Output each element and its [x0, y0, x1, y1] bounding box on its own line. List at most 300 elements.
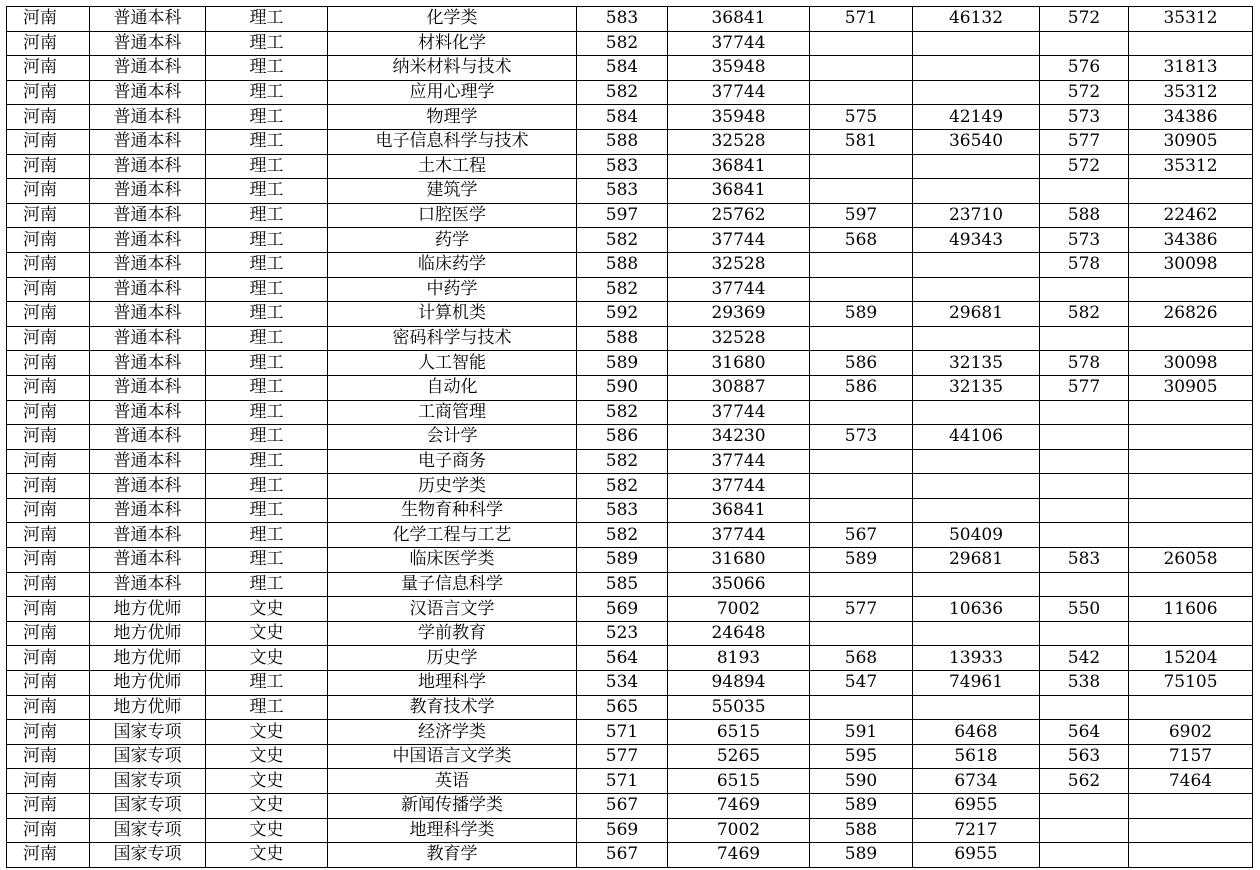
score-cell: 588 [577, 129, 668, 154]
table-row [7, 843, 1253, 868]
rank-cell: 36841 [668, 498, 810, 523]
rank-cell: 34386 [1129, 105, 1253, 130]
rank-cell [913, 449, 1040, 474]
batch-cell: 普通本科 [90, 351, 206, 376]
score-cell: 588 [577, 326, 668, 351]
table-row [7, 105, 1253, 130]
score-cell: 589 [810, 302, 913, 327]
major-cell: 人工智能 [328, 351, 577, 376]
batch-cell: 地方优师 [90, 695, 206, 720]
subject-category-cell: 理工 [206, 252, 328, 277]
score-cell: 585 [577, 572, 668, 597]
province-cell: 河南 [7, 56, 90, 81]
batch-cell: 普通本科 [90, 523, 206, 548]
rank-cell [913, 277, 1040, 302]
score-cell: 584 [577, 105, 668, 130]
major-cell: 电子商务 [328, 449, 577, 474]
score-cell [1040, 572, 1129, 597]
major-cell: 经济学类 [328, 720, 577, 745]
rank-cell [1129, 523, 1253, 548]
score-cell: 583 [577, 154, 668, 179]
rank-cell: 6955 [913, 794, 1040, 819]
subject-category-cell: 理工 [206, 375, 328, 400]
subject-category-cell: 理工 [206, 400, 328, 425]
rank-cell: 42149 [913, 105, 1040, 130]
rank-cell: 7157 [1129, 744, 1253, 769]
score-cell [1040, 523, 1129, 548]
major-cell: 自动化 [328, 375, 577, 400]
score-cell: 597 [577, 203, 668, 228]
score-cell: 538 [1040, 671, 1129, 696]
table-row [7, 818, 1253, 843]
rank-cell: 29681 [913, 302, 1040, 327]
table-row [7, 203, 1253, 228]
table-row [7, 351, 1253, 376]
score-cell [1040, 400, 1129, 425]
batch-cell: 普通本科 [90, 129, 206, 154]
score-cell: 590 [577, 375, 668, 400]
rank-cell: 32135 [913, 351, 1040, 376]
table-row [7, 474, 1253, 499]
score-cell: 568 [810, 228, 913, 253]
province-cell: 河南 [7, 720, 90, 745]
batch-cell: 地方优师 [90, 621, 206, 646]
table-row [7, 375, 1253, 400]
major-cell: 学前教育 [328, 621, 577, 646]
rank-cell: 36841 [668, 179, 810, 204]
batch-cell: 普通本科 [90, 228, 206, 253]
province-cell: 河南 [7, 252, 90, 277]
rank-cell [1129, 498, 1253, 523]
score-cell [810, 572, 913, 597]
score-cell [1040, 498, 1129, 523]
table-row [7, 80, 1253, 105]
table-row [7, 326, 1253, 351]
score-cell [1040, 425, 1129, 450]
rank-cell: 37744 [668, 474, 810, 499]
batch-cell: 普通本科 [90, 302, 206, 327]
rank-cell [913, 179, 1040, 204]
table-row [7, 572, 1253, 597]
rank-cell: 30905 [1129, 129, 1253, 154]
subject-category-cell: 理工 [206, 129, 328, 154]
score-cell: 565 [577, 695, 668, 720]
rank-cell [1129, 843, 1253, 868]
rank-cell [1129, 31, 1253, 56]
score-cell: 583 [577, 498, 668, 523]
table-row [7, 695, 1253, 720]
subject-category-cell: 理工 [206, 154, 328, 179]
batch-cell: 普通本科 [90, 474, 206, 499]
major-cell: 密码科学与技术 [328, 326, 577, 351]
score-cell [810, 498, 913, 523]
major-cell: 材料化学 [328, 31, 577, 56]
subject-category-cell: 理工 [206, 31, 328, 56]
rank-cell [1129, 621, 1253, 646]
major-cell: 教育学 [328, 843, 577, 868]
score-cell: 589 [810, 843, 913, 868]
rank-cell: 32135 [913, 375, 1040, 400]
score-cell: 578 [1040, 351, 1129, 376]
subject-category-cell: 文史 [206, 769, 328, 794]
subject-category-cell: 理工 [206, 179, 328, 204]
rank-cell: 37744 [668, 449, 810, 474]
rank-cell: 36841 [668, 154, 810, 179]
table-row [7, 523, 1253, 548]
batch-cell: 普通本科 [90, 7, 206, 32]
table-row [7, 449, 1253, 474]
rank-cell: 6515 [668, 769, 810, 794]
score-cell: 572 [1040, 7, 1129, 32]
subject-category-cell: 文史 [206, 720, 328, 745]
table-row [7, 129, 1253, 154]
table-row [7, 7, 1253, 32]
subject-category-cell: 理工 [206, 351, 328, 376]
score-cell: 572 [1040, 80, 1129, 105]
province-cell: 河南 [7, 228, 90, 253]
province-cell: 河南 [7, 80, 90, 105]
rank-cell: 7002 [668, 597, 810, 622]
rank-cell: 6955 [913, 843, 1040, 868]
major-cell: 中国语言文学类 [328, 744, 577, 769]
rank-cell: 7469 [668, 843, 810, 868]
rank-cell: 26058 [1129, 548, 1253, 573]
batch-cell: 普通本科 [90, 203, 206, 228]
rank-cell: 36841 [668, 7, 810, 32]
score-cell [810, 31, 913, 56]
rank-cell: 37744 [668, 400, 810, 425]
rank-cell [913, 572, 1040, 597]
score-cell: 576 [1040, 56, 1129, 81]
subject-category-cell: 文史 [206, 744, 328, 769]
rank-cell: 10636 [913, 597, 1040, 622]
rank-cell [913, 621, 1040, 646]
major-cell: 会计学 [328, 425, 577, 450]
major-cell: 土木工程 [328, 154, 577, 179]
rank-cell [913, 154, 1040, 179]
subject-category-cell: 理工 [206, 449, 328, 474]
major-cell: 教育技术学 [328, 695, 577, 720]
province-cell: 河南 [7, 400, 90, 425]
score-cell [1040, 326, 1129, 351]
subject-category-cell: 文史 [206, 794, 328, 819]
score-cell: 571 [810, 7, 913, 32]
score-cell: 567 [577, 794, 668, 819]
table-row [7, 794, 1253, 819]
score-cell: 582 [1040, 302, 1129, 327]
score-cell [810, 449, 913, 474]
rank-cell: 6734 [913, 769, 1040, 794]
score-cell: 588 [810, 818, 913, 843]
subject-category-cell: 理工 [206, 695, 328, 720]
rank-cell: 74961 [913, 671, 1040, 696]
table-row [7, 56, 1253, 81]
province-cell: 河南 [7, 203, 90, 228]
major-cell: 化学工程与工艺 [328, 523, 577, 548]
score-cell: 584 [577, 56, 668, 81]
major-cell: 电子信息科学与技术 [328, 129, 577, 154]
score-cell: 563 [1040, 744, 1129, 769]
batch-cell: 普通本科 [90, 572, 206, 597]
subject-category-cell: 文史 [206, 621, 328, 646]
batch-cell: 普通本科 [90, 179, 206, 204]
batch-cell: 普通本科 [90, 449, 206, 474]
province-cell: 河南 [7, 621, 90, 646]
major-cell: 临床药学 [328, 252, 577, 277]
score-cell: 564 [577, 646, 668, 671]
province-cell: 河南 [7, 744, 90, 769]
province-cell: 河南 [7, 646, 90, 671]
province-cell: 河南 [7, 277, 90, 302]
score-cell [810, 80, 913, 105]
batch-cell: 普通本科 [90, 326, 206, 351]
score-cell [1040, 474, 1129, 499]
score-cell: 582 [577, 31, 668, 56]
major-cell: 地理科学类 [328, 818, 577, 843]
batch-cell: 普通本科 [90, 80, 206, 105]
score-cell: 588 [1040, 203, 1129, 228]
score-cell: 588 [577, 252, 668, 277]
score-cell: 573 [810, 425, 913, 450]
score-cell [810, 56, 913, 81]
table-row [7, 744, 1253, 769]
rank-cell [1129, 695, 1253, 720]
province-cell: 河南 [7, 425, 90, 450]
batch-cell: 普通本科 [90, 375, 206, 400]
table-body [7, 7, 1253, 868]
rank-cell [1129, 326, 1253, 351]
subject-category-cell: 文史 [206, 597, 328, 622]
score-cell: 567 [577, 843, 668, 868]
rank-cell: 7469 [668, 794, 810, 819]
batch-cell: 普通本科 [90, 154, 206, 179]
subject-category-cell: 理工 [206, 474, 328, 499]
rank-cell: 32528 [668, 326, 810, 351]
score-cell: 590 [810, 769, 913, 794]
subject-category-cell: 理工 [206, 572, 328, 597]
score-cell: 582 [577, 80, 668, 105]
rank-cell: 15204 [1129, 646, 1253, 671]
score-cell: 573 [1040, 228, 1129, 253]
major-cell: 纳米材料与技术 [328, 56, 577, 81]
score-cell: 589 [577, 548, 668, 573]
score-cell: 581 [810, 129, 913, 154]
score-cell: 582 [577, 228, 668, 253]
rank-cell: 35312 [1129, 7, 1253, 32]
major-cell: 历史学 [328, 646, 577, 671]
score-cell: 569 [577, 597, 668, 622]
score-cell: 578 [1040, 252, 1129, 277]
major-cell: 汉语言文学 [328, 597, 577, 622]
score-cell [810, 277, 913, 302]
province-cell: 河南 [7, 474, 90, 499]
score-cell [1040, 695, 1129, 720]
rank-cell: 31680 [668, 351, 810, 376]
rank-cell: 13933 [913, 646, 1040, 671]
score-cell: 582 [577, 400, 668, 425]
batch-cell: 地方优师 [90, 671, 206, 696]
rank-cell: 5618 [913, 744, 1040, 769]
rank-cell [913, 56, 1040, 81]
rank-cell: 37744 [668, 31, 810, 56]
subject-category-cell: 理工 [206, 7, 328, 32]
batch-cell: 国家专项 [90, 843, 206, 868]
major-cell: 药学 [328, 228, 577, 253]
batch-cell: 国家专项 [90, 720, 206, 745]
score-cell [810, 400, 913, 425]
table-row [7, 769, 1253, 794]
province-cell: 河南 [7, 769, 90, 794]
rank-cell [1129, 179, 1253, 204]
rank-cell: 55035 [668, 695, 810, 720]
score-cell [1040, 31, 1129, 56]
rank-cell: 24648 [668, 621, 810, 646]
rank-cell: 37744 [668, 523, 810, 548]
score-cell [1040, 621, 1129, 646]
province-cell: 河南 [7, 498, 90, 523]
province-cell: 河南 [7, 572, 90, 597]
subject-category-cell: 理工 [206, 56, 328, 81]
province-cell: 河南 [7, 523, 90, 548]
score-cell: 572 [1040, 154, 1129, 179]
province-cell: 河南 [7, 154, 90, 179]
province-cell: 河南 [7, 597, 90, 622]
subject-category-cell: 理工 [206, 326, 328, 351]
score-cell: 567 [810, 523, 913, 548]
rank-cell: 7002 [668, 818, 810, 843]
rank-cell [1129, 277, 1253, 302]
province-cell: 河南 [7, 302, 90, 327]
rank-cell: 36540 [913, 129, 1040, 154]
table-row [7, 302, 1253, 327]
score-cell [1040, 277, 1129, 302]
rank-cell: 32528 [668, 252, 810, 277]
admission-score-table [6, 6, 1253, 868]
rank-cell [1129, 400, 1253, 425]
rank-cell: 30098 [1129, 252, 1253, 277]
rank-cell [913, 31, 1040, 56]
score-cell: 571 [577, 769, 668, 794]
province-cell: 河南 [7, 843, 90, 868]
score-cell: 542 [1040, 646, 1129, 671]
score-cell: 582 [577, 449, 668, 474]
rank-cell: 35948 [668, 105, 810, 130]
score-cell: 582 [577, 523, 668, 548]
major-cell: 计算机类 [328, 302, 577, 327]
major-cell: 新闻传播学类 [328, 794, 577, 819]
province-cell: 河南 [7, 179, 90, 204]
batch-cell: 普通本科 [90, 400, 206, 425]
score-cell: 583 [577, 179, 668, 204]
rank-cell: 22462 [1129, 203, 1253, 228]
rank-cell: 35312 [1129, 154, 1253, 179]
batch-cell: 普通本科 [90, 498, 206, 523]
province-cell: 河南 [7, 818, 90, 843]
province-cell: 河南 [7, 548, 90, 573]
batch-cell: 普通本科 [90, 425, 206, 450]
major-cell: 物理学 [328, 105, 577, 130]
score-cell [1040, 179, 1129, 204]
score-cell: 577 [1040, 375, 1129, 400]
subject-category-cell: 理工 [206, 80, 328, 105]
rank-cell: 7464 [1129, 769, 1253, 794]
major-cell: 量子信息科学 [328, 572, 577, 597]
province-cell: 河南 [7, 375, 90, 400]
rank-cell: 35312 [1129, 80, 1253, 105]
table-row [7, 425, 1253, 450]
table-row [7, 720, 1253, 745]
batch-cell: 普通本科 [90, 277, 206, 302]
score-cell: 534 [577, 671, 668, 696]
subject-category-cell: 理工 [206, 548, 328, 573]
score-cell: 586 [810, 375, 913, 400]
table-row [7, 548, 1253, 573]
subject-category-cell: 理工 [206, 302, 328, 327]
batch-cell: 地方优师 [90, 597, 206, 622]
rank-cell: 5265 [668, 744, 810, 769]
rank-cell [913, 498, 1040, 523]
rank-cell [913, 326, 1040, 351]
score-cell: 569 [577, 818, 668, 843]
score-cell [1040, 449, 1129, 474]
rank-cell: 23710 [913, 203, 1040, 228]
major-cell: 化学类 [328, 7, 577, 32]
rank-cell: 6468 [913, 720, 1040, 745]
rank-cell: 35948 [668, 56, 810, 81]
rank-cell [913, 80, 1040, 105]
major-cell: 应用心理学 [328, 80, 577, 105]
table-row [7, 277, 1253, 302]
rank-cell: 32528 [668, 129, 810, 154]
table-row [7, 498, 1253, 523]
score-cell: 577 [577, 744, 668, 769]
subject-category-cell: 理工 [206, 671, 328, 696]
major-cell: 历史学类 [328, 474, 577, 499]
rank-cell: 31813 [1129, 56, 1253, 81]
table-row [7, 400, 1253, 425]
score-cell: 583 [577, 7, 668, 32]
score-cell: 582 [577, 474, 668, 499]
rank-cell [1129, 449, 1253, 474]
score-cell [810, 179, 913, 204]
score-cell: 583 [1040, 548, 1129, 573]
batch-cell: 国家专项 [90, 794, 206, 819]
subject-category-cell: 理工 [206, 105, 328, 130]
rank-cell [913, 252, 1040, 277]
rank-cell: 6902 [1129, 720, 1253, 745]
major-cell: 英语 [328, 769, 577, 794]
province-cell: 河南 [7, 351, 90, 376]
score-cell: 577 [1040, 129, 1129, 154]
rank-cell: 50409 [913, 523, 1040, 548]
rank-cell: 34230 [668, 425, 810, 450]
score-cell: 575 [810, 105, 913, 130]
rank-cell [1129, 474, 1253, 499]
province-cell: 河南 [7, 31, 90, 56]
rank-cell: 44106 [913, 425, 1040, 450]
major-cell: 地理科学 [328, 671, 577, 696]
batch-cell: 普通本科 [90, 105, 206, 130]
table-row [7, 179, 1253, 204]
batch-cell: 国家专项 [90, 818, 206, 843]
score-cell: 573 [1040, 105, 1129, 130]
table-row [7, 154, 1253, 179]
rank-cell: 75105 [1129, 671, 1253, 696]
subject-category-cell: 文史 [206, 646, 328, 671]
batch-cell: 国家专项 [90, 769, 206, 794]
batch-cell: 普通本科 [90, 56, 206, 81]
table-row [7, 646, 1253, 671]
